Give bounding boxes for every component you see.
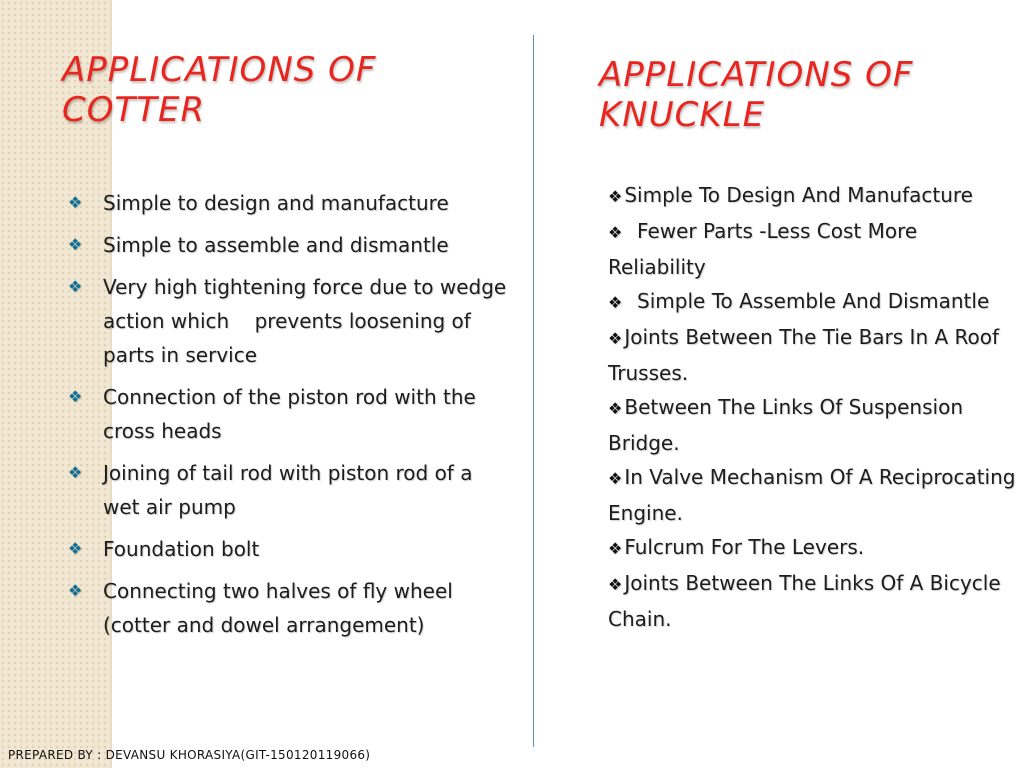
list-item-text: Joints Between The Tie Bars In A Roof Trusses. xyxy=(608,325,1000,385)
list-item-text: Fulcrum For The Levers. xyxy=(624,535,865,559)
list-item xyxy=(68,456,508,524)
cotter-applications-list xyxy=(68,186,508,650)
diamond-bullet-icon: ❖ xyxy=(608,329,623,348)
list-item-text: Simple to assemble and dismantle xyxy=(103,233,449,257)
list-item-text: Connection of the piston rod with the cross heads xyxy=(103,385,476,443)
list-item-text: Simple To Design And Manufacture xyxy=(624,183,973,207)
list-item xyxy=(68,380,508,448)
list-item xyxy=(68,574,508,642)
diamond-bullet-icon: ❖ xyxy=(608,539,623,558)
list-item-text: Joints Between The Links Of A Bicycle Chain. xyxy=(608,571,1001,631)
diamond-bullet-icon: ❖ xyxy=(68,387,83,406)
list-item xyxy=(68,228,508,262)
diamond-bullet-icon: ❖ xyxy=(68,463,83,482)
list-item xyxy=(68,186,508,220)
diamond-bullet-icon: ❖ xyxy=(68,581,83,600)
diamond-bullet-icon: ❖ xyxy=(608,399,623,418)
list-item-text: Very high tightening force due to wedge action which prevents loosening of parts in service xyxy=(103,275,507,367)
list-item xyxy=(68,270,508,372)
diamond-bullet-icon: ❖ xyxy=(608,223,623,242)
list-item-text: Simple to design and manufacture xyxy=(103,191,449,215)
column-divider xyxy=(533,35,534,747)
list-item-text: Foundation bolt xyxy=(103,537,260,561)
list-item-text: Fewer Parts -Less Cost More Reliability xyxy=(608,219,918,279)
list-item xyxy=(608,320,1018,390)
list-item-text: Between The Links Of Suspension Bridge. xyxy=(608,395,963,455)
diamond-bullet-icon: ❖ xyxy=(608,575,623,594)
list-item xyxy=(608,530,1018,566)
diamond-bullet-icon: ❖ xyxy=(608,187,623,206)
knuckle-title: APPLICATIONS OF KNUCKLE xyxy=(599,55,914,135)
footer-credit: PREPARED BY : DEVANSU KHORASIYA(GIT-150120119066) xyxy=(8,748,371,762)
diamond-bullet-icon: ❖ xyxy=(608,293,623,312)
list-item xyxy=(608,390,1018,460)
list-item-text: Joining of tail rod with piston rod of a wet air pump xyxy=(103,461,473,519)
list-item xyxy=(608,284,1018,320)
list-item xyxy=(608,214,1018,284)
diamond-bullet-icon: ❖ xyxy=(608,469,623,488)
list-item-text: In Valve Mechanism Of A Reciprocating Engine. xyxy=(608,465,1016,525)
diamond-bullet-icon: ❖ xyxy=(68,539,83,558)
list-item xyxy=(68,532,508,566)
cotter-title: APPLICATIONS OF COTTER xyxy=(62,50,377,130)
diamond-bullet-icon: ❖ xyxy=(68,235,83,254)
list-item-text: Connecting two halves of fly wheel (cotter and dowel arrangement) xyxy=(103,579,453,637)
list-item-text: Simple To Assemble And Dismantle xyxy=(624,289,990,313)
knuckle-applications-list xyxy=(608,178,1018,636)
list-item xyxy=(608,566,1018,636)
diamond-bullet-icon: ❖ xyxy=(68,193,83,212)
diamond-bullet-icon: ❖ xyxy=(68,277,83,296)
list-item xyxy=(608,460,1018,530)
list-item xyxy=(608,178,1018,214)
